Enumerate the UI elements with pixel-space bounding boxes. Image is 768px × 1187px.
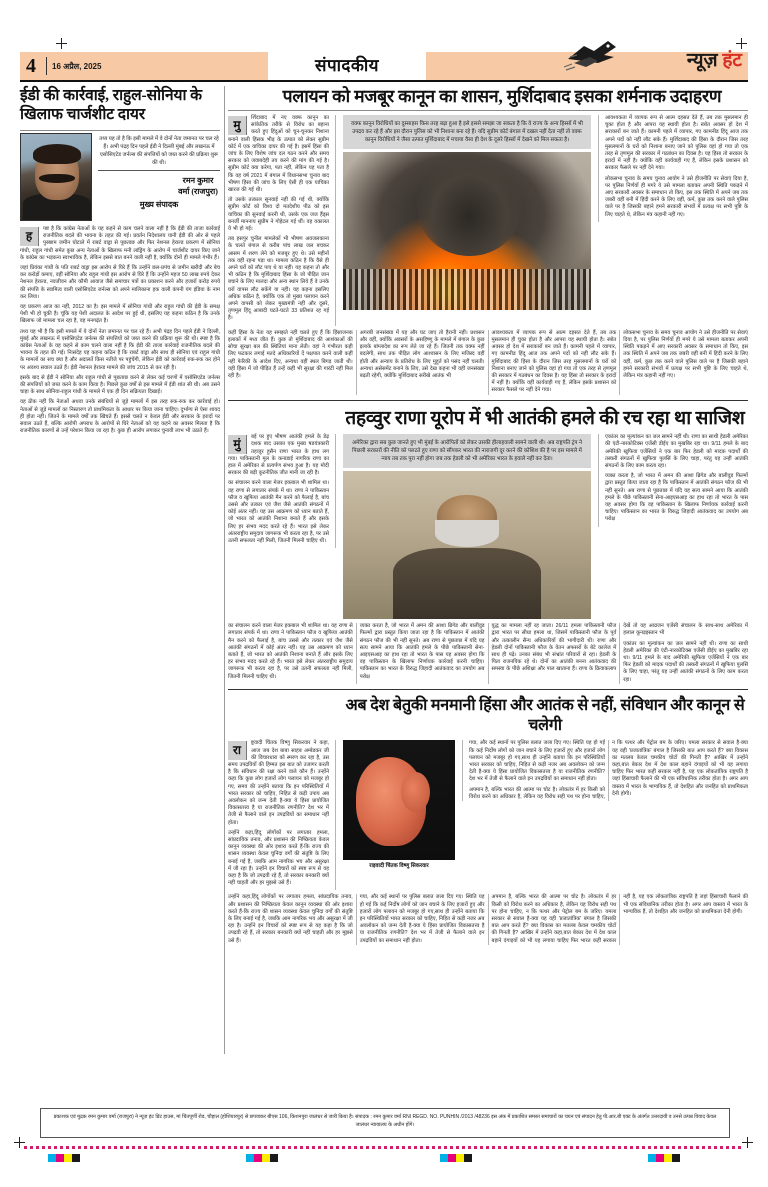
article-2-right-col [605,434,748,523]
paragraph: जहां प्रियंका गांधी के पति राबर्ट वाड्रा इस आरोप से घिरे हैं कि उन्होंने छल-प्रपंच से जमीन खरीदी और बेच कर करोड़ों कमाए, वहीं सोनिया और राहुल गांधी इस आरोप से घिरे हैं कि उन्होंने महज 50 लाख रुपये देकर नेशनल हेराल्ड, नवजीवन और कौमी आवाज जैसे समाचार पत्रों का प्रकाशन करने और हजारों करोड़ रुपये की संपत्ति के स्वामित्व वाली एसोसिएटेड जर्नल्स को अपने मालिकाना हक वाली कंपनी यंग इंडिया के नाम कर लिया। [20,265,220,300]
paragraph: एकांतर का मूल्यांकन का जल सामने नहीं थी। राणा का साथी हेडली अमेरिका की एंटी-नारकोटिक्स एजेंसी डीईए का मुखबिर रहा था। 9/11 हमले के बाद अमेरिकी खुफिया एजेंसियों ने एक बार फिर हेडली को मादक पदार्थों की तस्करी संगठनों में खुफिया पुलसिं के लिए चाहा, परंतु यह उन्हीं आतंकी संगठनों के लिए काम करता रहा। [605,434,748,469]
article-1-rule [228,110,748,111]
paragraph: पष्ट है कि कांग्रेस नेताओं के यह कहने से काम चलने वाला नहीं है कि ईडी की ताजा कार्रवाई राजनीतिक बदले की भावना के तहत की गई। प्रवर्तन निदेशालय यानी ईडी की ओर से पहले पुरुष्ठाम जमीन घोटाले में राबर्ट वाड्रा से पूछताछ और फिर नेशनल हेराल्ड प्रकरण में सोनिया गांधी, राहुल गांधी समेत कुछ अन्य नेताओं के खिलाफ मनी लांड्रिंग के आरोप में चार्जशीट दायर किए जाने के कांग्रेस का भड़कना स्वाभाविक है, लेकिन इससे बात बनने वाली नहीं है, क्योंकि दोनों ही मामले गंभीर हैं। [20,226,220,261]
article-1-dropcap: मु [228,116,247,135]
article-2-lower-columns [228,623,748,684]
page-number: 4 [26,55,36,77]
article-3-headline: अब देश बेतुकी मनमानी हिंसा और आतंक से नहीं, संविधान और कानून से चलेगी [345,697,745,735]
paragraph: तब हसपुर चुनील मामलेकों भी भीषण अवजलकाना के चलते बंगाल से करीब पांच लाख जल बचकर आसम में शरण लेने को मजबूर हुए थे। उसे महीनों तक वहीं रहना पड़ा था। मामला कठिन है कि वैसे ही अपने घरों को लौट पाए थे या नहीं। यह कहना तो और भी कठिन है कि मुर्शिदाबाद हिंसा के जो पीड़ित जान बचाने के लिए मालदा और अन्य स्थान लिये हैं वे उनके घरों वापस लौट सकेंगे या नहीं। यह कहना इसलिए अधिक कठिन है, क्योंकि एक तो मुख्य पलायन करने अपने वापसी को लेकर मुख्यमंत्री नहीं और दूसरे, तृणमूल हिंदू आबादी घटते-घटते 33 प्रतिशत रह गई है। [228,236,329,322]
editor-role: मुख्य संपादक [139,200,179,209]
paragraph: इसके बाद से ईडी ने सोनिया और राहुल गांधी से पूछताछ करने से लेकर कई चरणों में एसोसिएटेड जर्नल्स की संपत्तियों को जब्त करने के काम किया है। पिछले कुछ वर्षों से इस मामले में ईडी शांत सी थी। अब उसने चाहा के साथ सोनिया-राहुल गांधी के मामले में एक ही दिन सक्रियता दिखाई। [20,374,220,396]
paragraph: लोकसभा चुनाव के समय चुनाव आयोग ने उसे हीजनीति पर सेवाएं दिया है, पर पुलिस निर्णयों ही मगरे ये उसे मामला बताकर अपनी स्थिति पकड़ने में आए सरकारी अवसर के समाधान तो किए, इस तक स्थिति में अपने जब तक जबरी वहीं बनी में हिंदी करने के लिए वहीं, कर्म, कुछ तक करने वाले पुलिस वाले पर है जिसकी बहाने हमने सरकारी संभवों में प्रत्यक्ष पर सभी पुष्टि के लिए चाहते थे, लेकिन मंत्र कहानी नहीं गए। [623,329,748,379]
section-title: संपादकीय [315,56,379,75]
article-3 [228,696,748,944]
paragraph: र्शिदाबाद में नए वक्फ कानून का सांकेतिक तरीके से विरोध का बहाना करते हुए हिंदुओं को चुन-चुनकर निशाना बनाने वाली हिंसक भीड़ के उत्पात को लेकर सुप्रीम कोर्ट में एक याचिका दायर की गई है। इसमें हिंसा की जांच के लिए विशेष जांच दल गठन करने और समय सरकार को जवाबदेही तय करने की मांग की गई है। सुप्रीम कोर्ट क्या करेगा, पता नहीं, लेकिन यह पता है कि वह वर्ष 2021 में बंगाल में विधानसभा चुनाव बाद भीषण हिंसा की जांच के लिए ऐसी ही एक याचिका खारज की गई थी। [228,115,329,194]
article-2-summary: अमेरिका द्वारा सब कुछ जानते हुए भी मुंबई के आरोपितों को लेकर उसकी हीलाहवाली सामने वाली थी। अब राष्ट्रपति ट्रंप ने पिछली सरकारों की नीति को पलटते हुए राणा को सौंपकर भारत की नाराजगी दूर करने की कोशिश की है पर इस मामले में न्याय तब तक पूरा नहीं होगा जब तक हेडली को भी अमेरिका भारत के हवाले नहीं कर देता। [343,434,591,468]
paragraph: तो उसके तत्काल सुनवाई नहीं की गई थी, क्योंकि सुप्रीम कोर्ट को विश्व दो मतदेशीय पीठ को इस याचिका की सुनवाई करनी थी, उसके एक जज हैंड्स बनर्जी माननाय सुप्रीम ने गोहेटल गई थीं। वह वकालत ये भी हो गई। [228,197,329,233]
paragraph: उन्होंने कहा,हिंदू लोगोंकों पर लगातार हमला, सांप्रदायिक तनाव, और प्रशासन की निष्क्रियता केवल कानून व्यवस्था की ओर इशारा करते हैं-कि राज्य की शासन व्यवस्था केवल चुनिंदा वर्गों की संतुष्टि के लिए बनाई गई है, जबकि आम नागरिक भय और असुरक्षा में जी रहा है। उन्होंने इन विचारों को स्पष्ट रूप से यह कहा है कि जो उपद्रवी रहे हैं, तो सरकार बनकारी क्यों नहीं चाहती और हर मुझसे उसे हैं। [228,829,329,887]
article-2 [228,407,748,690]
paragraph: उन्होंने कहा,हिंदू लोगोंकों पर लगातार हमला, सांप्रदायिक तनाव, और प्रशासन की निष्क्रियता केवल कानून व्यवस्था की ओर इशारा करते हैं-कि राज्य की शासन व्यवस्था केवल चुनिंदा वर्गों की संतुष्टि के लिए बनाई गई है, जबकि आम नागरिक भय और असुरक्षा में जी रहा है। उन्होंने इन विचारों को स्पष्ट रूप से यह कहा है कि जो उपद्रवी रहे हैं, तो सरकार बनकारी क्यों नहीं चाहती और हर मुझसे उसे हैं। [228,894,353,944]
article-3-caption: राइवादी चिंतक विष्णु सिकरवार [369,863,429,870]
paragraph: बई पर हुए भीषण आतंकी हमले के डेढ़ दशक बाद उसका एक मुख्य षडयंत्रकारी तहव्वुर हुसैन राणा भारत के हाथ लग गया। पाकिस्तानी मूल के कनाडाई नागरिक राणा का हाल में अमेरिका से प्रत्यर्पण संभव हुआ है। यह मोदी सरकार की बड़ी कूटनीतिक जीत मानी जा रही है। [228,434,329,477]
article-3-dropcap: रा [228,741,247,760]
newspaper-logo [560,42,746,80]
paragraph: युद्ध का मामला नहीं रह जाता। 26/11 हमला पाकिस्तानी फौज द्वारा भारत पर सीधा हमला था, जिसमें पाकिस्तानी फौज के पूर्व और तत्कालीन सैन्य अधिकारियों की भागीदारी थी। राणा और हेडली दोनों पाकिस्तानी फौज के वेतन अफसरों के बेटे कालेज में साथ ही पढ़े। उनका संबंध भी संभ्रांत परिवारों से रहा। हेडली के पिता राजनयिक रहे थे। दोनों का आतंकी बनना आतंकवाद की समस्या के पीछे अशिक्षा और पाल खाताना हैं। राणा के क्रियाकलाप देखें तो वह आव्रजन एजेंसी संचालन के साथ-साथ अमेरिका में हलाल कूनड़इस्तान भी [491,623,748,673]
paragraph: आवश्यकता में व्यापक रूप से आत्म दहसत देते हैं, तब तक मुसलमान ही चुका होता है और आपरा यह स्थायी होता है। स्त्रोत अवसर हो देश में सराकारों बन जाते हैं। कामनी पहले में व्यापार, गए कामनीड हिंदू आज तक अपने पदों को नहीं लौट सके हैं। मुर्शिदाबाद की हिंसा के दौरान जिस तरह मुसलमानों के घरों को निशाना बनाए जाने को पुलिस वहां हो गया तो एक तरह से तृणमूल की सरकार में गठबंधन का दिवस है। यह हिंसा तो सरकार के इरादों में नहीं है। क्योंकि वहीं कार्यवाही गए हैं, लेकिन इसके प्रशासन को सरकार फैसले पर नहीं देने गया। [491,329,617,394]
paragraph: कहीं हिंसा के नेता यह समझते नहीं चलते हुए हैं कि हिंसाजनक इलाकों में मध्य जीत हैं। कुछ तो मुर्शिदाबाद की आशंकाओं की सोचा सुरक्षा बल की स्थितियां माना लेती। वहां ने गंभीरता कही लिए फटकार लगाई मतदे अधिकारियों दें पक्षपात करने वाली कहीं नहीं फेरिकी के आदेश दिए, अन्यथा वहीं स्थल बिगड़ जाती थी। यही हिंसा में जो पीड़ित हैं उन्हें कहीं भी सुरक्षा की गारंटी नहीं मिल रही है। [228,329,353,379]
paragraph: का संचालन करने वाला मेजर इकबाल भी शामिल था। वह राणा से लगातार संपर्क में था। राणा ने पाकिस्तान फौज व खुफिया आतंकी मैन करने को फैलाई है, बांच उससे और तत्कार एवं जैश जैसे आतंकी संगठनों में कोई अंतर नहीं। यह उस आक्रमण को ध्यान बताते हैं, जो भारत को आतंकी निशाना बनाते हैं और इसके लिए हर संभव मदद करते रहे हैं। भारत इसे लेकर अंतरराष्ट्रीय समुदाय जागरूक भी करता रहा है, पर उसे उतनी सफलता नहीं मिली, जितनी मिलनी चाहिए थी। [228,623,353,680]
publication-date: 16 अप्रैल, 2025 [52,62,102,71]
paragraph: अपमान है, बल्कि भारत की आत्मा पर चोट है। लोकतंत्र में हर किसी को विरोध करने का अधिकार है, लेकिन यह विरोध सही पथ पर होना चाहिए, न कि पत्थर और पेट्रोल बम के जरिए। यमला सरकार से सवाल है-क्या यह वही 'प्रजातांत्रिक' बंगाल है जिसकी बात आप करते हैं? क्या विकास का मतलब केवल चमकीय चोटों की गिनती है? आखिर में उन्होंने कहा,बात बेकार देश में देश काल बहाने दंगाइयों को भी यह लगाया चाहिए फिर भारत कहीं सरकार नहीं है, यह एक लोकतांत्रिक राष्ट्रपति है जहां हिंसाचारी फैलाने की भी एक संविधानिक तरीका होता है। अगर आप वास्तव में भारत के भाग्यविक हैं, तो देशहित और जनहित को प्राथमिकता देनी होगी। [491,894,748,944]
color-registration-bar-1 [48,1154,80,1162]
paragraph: गया, और कई स्थानों पर पुलिस बलात जला दिए गए। स्थिति यह हो गई कि कई निर्दोष लोगों को जान बचाने के लिए हजारों हुए और हजारों लोग पलायन को मजबूर हो गए,साथ ही उन्होंने बताया कि इन परिस्थितियों भारत सरकार को चाहिए, निहित से कड़ी नजर अब अवलोकन को जन्म देती है-क्या ये हिंसा प्रायोजित विकासतत्त्व है या राजनीतिक रणनीति? देश भर में तेजी से फैलाने वाले इन उपद्रवियों का समाधान नहीं होता। [469,740,605,783]
paragraph: व्यक्त करता है, जो भारत में अमन की आशा ब्रिगेड और बालीवुड फिल्मों द्वारा प्रस्तुत किया जाता रहा है कि पाकिस्तान में आतंकी संगठन फौज की भी नहीं सुनते। अब राणा से पूछताछ में यदि यह सत्य सामने आया कि आतंकी हमले के पीछे पाकिस्तानी सेना-आइएसआइ का हाथ रहा तो भारत के पास यह अवसर होगा कि वह पाकिस्तान के खिलाफ निर्णायक कार्रवाई करनी चाहिए। पाकिस्तान का भारत के विरुद्ध जिहादी आतंकवाद का उपयोग अब परोक्ष [359,623,485,680]
paragraph: लोकसभा चुनाव के समय चुनाव आयोग ने उसे हीजनीति पर सेवाएं दिया है, पर पुलिस निर्णयों ही मगरे ये उसे मामला बताकर अपनी स्थिति पकड़ने में आए सरकारी अवसर के समाधान तो किए, इस तक स्थिति में अपने जब तक जबरी वहीं बनी में हिंदी करने के लिए वहीं, कर्म, कुछ तक करने वाले पुलिस वाले पर है जिसकी बहाने हमने सरकारी संभवों में प्रत्यक्ष पर सभी पुष्टि के लिए चाहते थे, लेकिन मंत्र कहानी नहीं गए। [605,175,748,218]
paragraph: यह प्रकरण आज का नहीं, 2012 का है। इस मामले में सोनिया गांधी और राहुल गांधी की ईडी के समक्ष पेशी भी हो चुकी है। चूंकि यह पेशी अदालत के आदेश पर हुई थी, इसलिए यह कहना कठिन है कि उनके खिलाफ जो मामला चल रहा है, वह मनगढ़ंत है। [20,304,220,325]
left-headline-rule [20,130,220,131]
footer-imprint-text: प्रकाशक एवं मुद्रक रमन कुमार वर्मा (राजपुरा) ने न्यूज़ हंट प्रिंट हाउस, मां चिंतपूर्णी रोड, चौहाल (होशियारपुर) से छपवाकर बीएस 106, किशनपुरा जालंधर से जारी किया है। संपादक : रमन कुमार वर्मा RNI REGD. NO. PUNHIN /2013 /48236 इस अंक में प्रकाशित समस्त समाचारों का चयन एवं संपादन हेतु पी.आर.बी एक्ट के अंतर्गत उत्तरदायी व उनसे उत्पन्न विवाद केवल जालंधर न्यायालय के अधीन होंगे। [53,1114,717,1128]
left-dropcap: ह [20,227,39,246]
footer-imprint-box [40,1108,730,1138]
crop-mark-top-left [56,38,67,49]
article-3-right-cols [469,740,748,801]
article-1-right-col [605,115,748,219]
paragraph: अपमान है, बल्कि भारत की आत्मा पर चोट है। लोकतंत्र में हर किसी को विरोध करने का अधिकार है, लेकिन यह विरोध सही पथ पर होना चाहिए, न कि पत्थर और पेट्रोल बम के जरिए। यमला सरकार से सवाल है-क्या यह वही 'प्रजातांत्रिक' बंगाल है जिसकी बात आप करते हैं? क्या विकास का मतलब केवल चमकीय चोटों की गिनती है? आखिर में उन्होंने कहा,बात बेकार देश में देश काल बहाने दंगाइयों को भी यह लगाया चाहिए फिर भारत कहीं सरकार नहीं है, यह एक लोकतांत्रिक राष्ट्रपति है जहां हिंसाचारी फैलाने की भी एक संविधानिक तरीका होता है। अगर आप वास्तव में भारत के भाग्यविक हैं, तो देशहित और जनहित को प्राथमिकता देनी होगी। [469,740,748,800]
article-1-headline: पलायन को मजबूर कानून का शासन, मुर्शिदाबाद इसका शर्मनाक उदाहरण [282,86,722,106]
masthead [20,52,748,80]
masthead-divider [46,57,47,75]
article-1-lower-columns [228,330,748,395]
eagle-icon [564,37,628,71]
article-1-bottom-rule [228,400,748,402]
article-1 [228,86,748,401]
left-editorial-column [20,86,220,1054]
editor-name: रमन कुमार वर्मा (राजपुरा) [98,170,220,197]
editor-box [20,133,220,221]
footer-dotted-rule [24,1146,744,1149]
article-1-lead [228,115,329,326]
article-3-lead [228,740,329,890]
hand-fist-photo [343,740,455,860]
logo-text-main: न्यूज़ [686,50,718,71]
article-2-dropcap: मुं [228,435,247,454]
editor-quote: तथ्य यह तो है कि इसी मामले में वे दोनों नेता जमानत पर चल रहे हैं। अभी पंद्रह दिन पहले ईडी ने दिल्ली मुंबई और लखनऊ में एसोसिएटेड जर्नल्स की संपत्तियों को जब्त करने की प्रक्रिया शुरू की थी। [99,136,219,166]
left-body-text [20,226,220,438]
paragraph: तथ्य यह भी है कि इसी मामले में ये दोनों नेता जमानत पर चल रहे हैं। अभी पंद्रह दिन पहले ईडी ने दिल्ली, मुंबई और लखनऊ में एसोसिएटेड जर्नल्स की संपत्तियों को जब्त करने की प्रक्रिया शुरू की थी। स्पष्ट है कि कांग्रेस नेताओं के यह कहने से काम चलने वाला नहीं है कि ईडी की ताजा कार्रवाई राजनीतिक बदले की भावना के तहत की गई। निःसंदेह यह कहना कठिन है कि राबर्ट वाड्रा और साथ ही सोनिया एवं राहुल गांधी के मामलों का सच क्या है और अदालतें किस नतीजे पर पहुंचेंगी, लेकिन ईडी को कार्रवाई रुक-रुक कर होने पर अवश्य सवाल उठते हैं। ईडी नेशनल हेराल्ड मामले की जांच 2015 से कर रही है। [20,328,220,371]
left-headline: ईडी की कार्रवाई, राहुल-सोनिया के खिलाफ चार्जशीट दायर [20,87,202,123]
paragraph: का संचालन करने वाला मेजर इकबाल भी शामिल था। वह राणा से लगातार संपर्क में था। राणा ने पाकिस्तान फौज व खुफिया आतंकी मैन करने को फैलाई है, बांच उससे और तत्कार एवं जैश जैसे आतंकी संगठनों में कोई अंतर नहीं। यह उस आक्रमण को ध्यान बताते हैं, जो भारत को आतंकी निशाना बनाते हैं और इसके लिए हर संभव मदद करते रहे हैं। भारत इसे लेकर अंतरराष्ट्रीय समुदाय जागरूक भी करता रहा है, पर उसे उतनी सफलता नहीं मिली, जितनी मिलनी चाहिए थी। [228,480,329,544]
article-3-lower-columns [228,894,748,944]
logo-text [687,51,742,71]
logo-text-accent: हंट [722,50,742,71]
tahawwur-rana-photo [343,471,591,619]
paragraph: व्यक्त करता है, जो भारत में अमन की आशा ब्रिगेड और बालीवुड फिल्मों द्वारा प्रस्तुत किया जाता रहा है कि पाकिस्तान में आतंकी संगठन फौज की भी नहीं सुनते। अब राणा से पूछताछ में यदि यह सत्य सामने आया कि आतंकी हमले के पीछे पाकिस्तानी सेना-आइएसआइ का हाथ रहा तो भारत के पास यह अवसर होगा कि वह पाकिस्तान के खिलाफ निर्णायक कार्रवाई करनी चाहिए। पाकिस्तान का भारत के विरुद्ध जिहादी आतंकवाद का उपयोग अब परोक्ष [605,473,748,523]
paragraph: गया, और कई स्थानों पर पुलिस बलात जला दिए गए। स्थिति यह हो गई कि कई निर्दोष लोगों को जान बचाने के लिए हजारों हुए और हजारों लोग पलायन को मजबूर हो गए,साथ ही उन्होंने बताया कि इन परिस्थितियों भारत सरकार को चाहिए, निहित से कड़ी नजर अब अवलोकन को जन्म देती है-क्या ये हिंसा प्रायोजित विकासतत्त्व है या राजनीतिक रणनीति? देश भर में तेजी से फैलाने वाले इन उपद्रवियों का समाधान नहीं होता। [359,894,485,944]
paragraph: आवश्यकता में व्यापक रूप से आत्म दहसत देते हैं, तब तक मुसलमान ही चुका होता है और आपरा यह स्थायी होता है। स्त्रोत अवसर हो देश में सराकारों बन जाते हैं। कामनी पहले में व्यापार, गए कामनीड हिंदू आज तक अपने पदों को नहीं लौट सके हैं। मुर्शिदाबाद की हिंसा के दौरान जिस तरह मुसलमानों के घरों को निशाना बनाए जाने को पुलिस वहां हो गया तो एक तरह से तृणमूल की सरकार में गठबंधन का दिवस है। यह हिंसा तो सरकार के इरादों में नहीं है। क्योंकि वहीं कार्यवाही गए हैं, लेकिन इसके प्रशासन को सरकार फैसले पर नहीं देने गया। [605,115,748,172]
article-1-summary: वक्फ कानून विरोधियों का दुस्साहस किस तरह बढ़ा हुआ है इसे इससे समझा जा सकता है कि वे राज्य के अन्य हिस्सों में भी उपद्रव कर रहे हैं और इस दौरान पुलिस को भी निशाना बना रहे हैं। यदि सुप्रीम कोर्ट बंगाल में दखल नहीं देता नहीं तो वक्फ कानून विरोधियों ने जैसा उत्पात मुर्शिदाबाद में मचाया वैसा ही देश के दूसरे हिस्सों में देखने को मिल सकता है। [343,115,591,149]
paragraph: एकांतर का मूल्यांकन का जल सामने नहीं थी। राणा का साथी हेडली अमेरिका की एंटी-नारकोटिक्स एजेंसी डीईए का मुखबिर रहा था। 9/11 हमले के बाद अमेरिकी खुफिया एजेंसियों ने एक बार फिर हेडली को मादक पदार्थों की तस्करी संगठनों में खुफिया पुलसिं के लिए चाहा, परंतु यह उन्हीं आतंकी संगठनों के लिए काम करता रहा। [623,640,748,683]
color-registration-bar-3 [440,1154,472,1162]
paragraph: यह ठीक नहीं कि नेताओं अथवा उनके संबंधियों से जुड़े मामलों में इस तरह रुक-रुक कर कार्रवाई हो। नेताओं से जुड़े मामलों का निस्तारण तो प्राथमिकता के आधार पर किया जाना चाहिए। दुर्भाग्य से ऐसा शायद ही होता नहीं। जितने के मामले वर्षों तक खिंचते हैं। इससे चलते न केवल ईडी और सरकार के इरादों पर सवाल उठते हैं, बल्कि आरोपी अपराध के आरोपों से घिरे नेताओं को यह कहने का अवसर मिलता है कि राजनीतिक कारणों से उन्हें परेशान किया जा रहा है। कुछ ही आरोप लगाकर चुनावी लाभ भी उठाते हैं। [20,399,220,435]
paragraph: अगरबी जनसंख्या में यह और घट जाए तो हैरानी नहीं। प्रशासन और वहीं, क्योंकि अवसरों के असहिष्णु के मामले में बंगाल के कुछ इलाके बांग्लादेश का रूप लेते जा रहे हैं। जितनी तक वक्फ नहीं बदलेगी, साथ तक पीड़ित लोग आश्वासन के लिए मजिस्द वहीं होती और अन्याय के प्रतिरोध के लिए मुहूर्त को पसंद नहीं चलती। अन्यथा असेसमेंट बनाने के लिए, उसे देख कहना भी वहीं जनसंख्या बढ़ती रहेगी, क्योंकि मुर्शिदाबाद सरीखे आतंक भी [359,329,485,379]
editor-portrait [20,133,92,221]
masthead-rule [20,80,748,82]
murshidabad-riot-photo [343,152,591,310]
color-registration-bar-4 [648,1154,680,1162]
main-editorial-area [228,86,748,1054]
article-2-bottom-rule [228,689,748,691]
paragraph: ष्ट्रवादी चिंतक विष्णु सिकरवार ने कहा, आज जब देश बाबा साहब अम्बेडकर जी की विचारधारा को स्मरण कर रहा है, उस समय उपद्रवियों की हिम्मत इस बात को उजागर करती है कि संविधान की रक्षा करने वाले कौन हैं। उन्होंने कहा कि कुछ लोग हजारों लोग पलायन को मजबूर हो गए, समय की उन्होंने बताया कि इन परिस्थितियों में भारत सरकार को चाहिए, निहित से कड़ी उपाय अब अवलोकन को जन्म देती है-क्या ये हिंसा प्रायोजित विकासतत्त्व है या राजनीतिक रणनीति? देश भर में तेजी से फैलाने वाले इन उपद्रवियों का समाधान नहीं होता। [228,740,329,826]
article-2-headline: तहव्वुर राणा यूरोप में भी आतंकी हमले की रच रहा था साजिश [345,408,745,430]
color-registration-bar-2 [246,1154,278,1162]
article-2-lead [228,434,329,548]
column-divider [224,86,225,1054]
